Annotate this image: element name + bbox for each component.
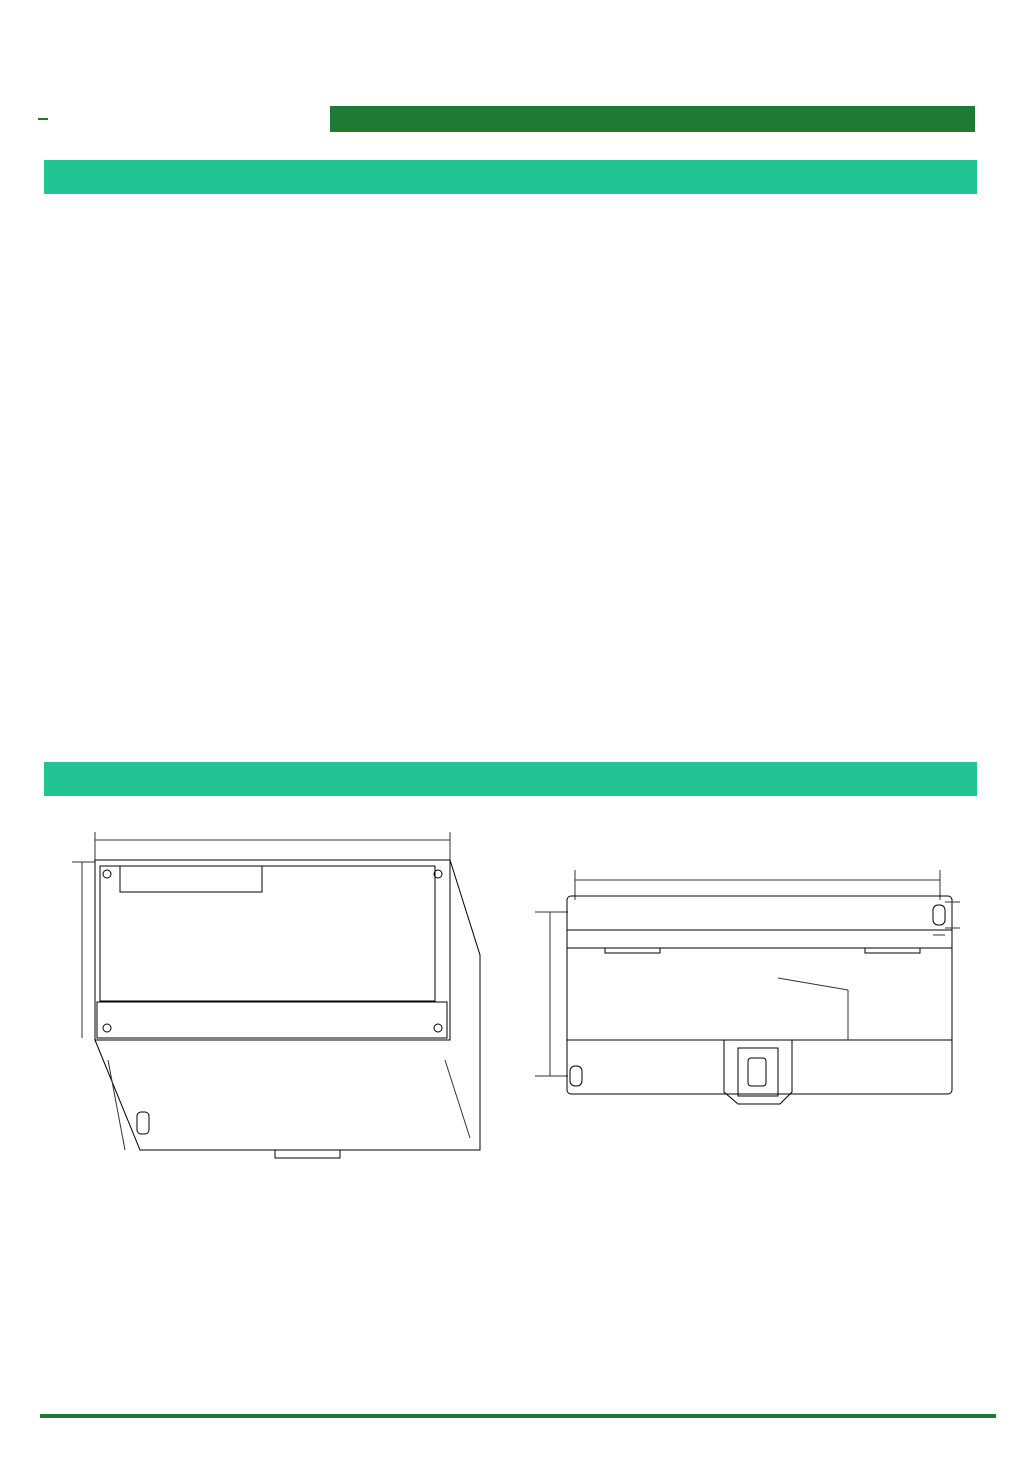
connection-diagrams [130, 190, 890, 760]
logo-hd-mark [38, 118, 48, 120]
header-bar [330, 106, 975, 132]
dimension-drawings [60, 820, 960, 1170]
hyundai-logo [38, 104, 58, 134]
footer-rule [40, 1414, 996, 1418]
section-dimension-instructions [44, 762, 977, 796]
section-connection-diagram [44, 160, 977, 194]
